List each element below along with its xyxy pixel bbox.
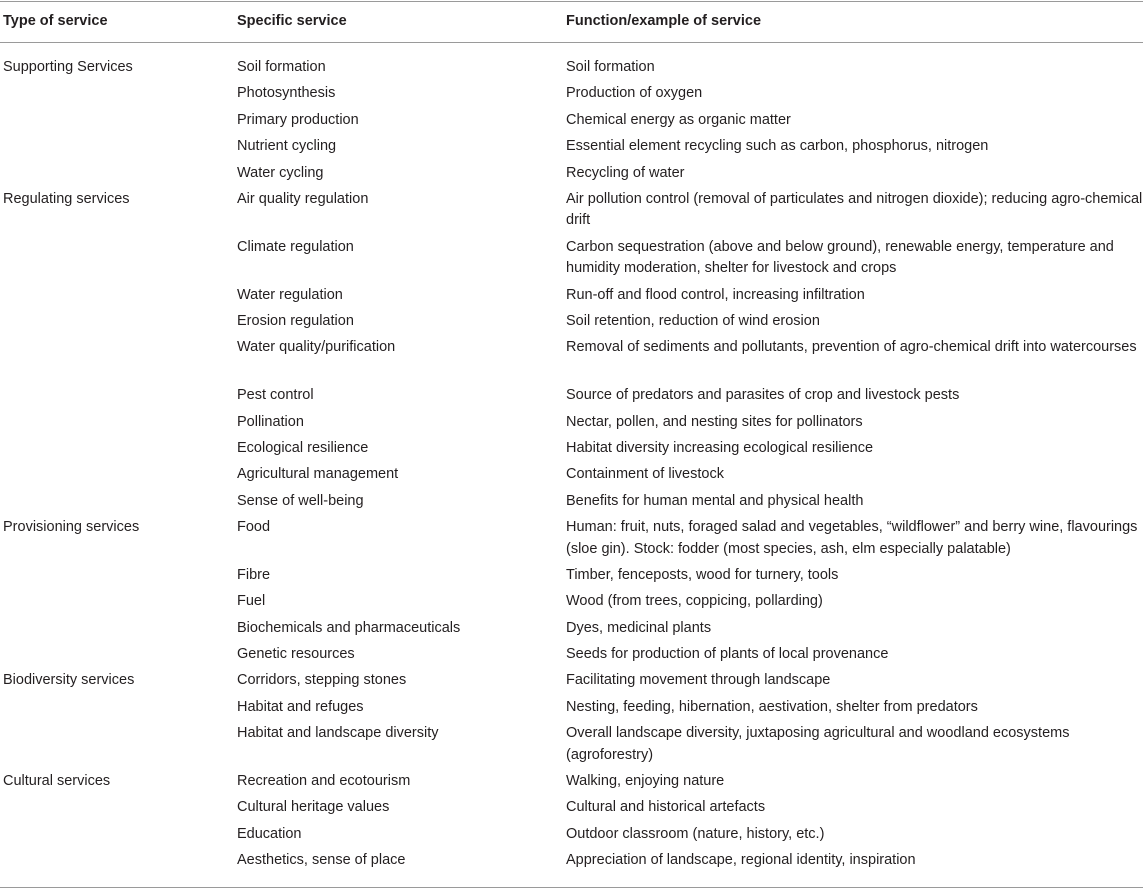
type-of-service-cell (0, 237, 237, 285)
specific-service-cell: Cultural heritage values (237, 799, 390, 816)
function-example-cell: Seeds for production of plants of local provenance (566, 646, 889, 663)
table-row (0, 163, 1143, 189)
type-of-service-cell (0, 491, 237, 517)
header-type-of-service: Type of service (3, 13, 108, 30)
type-of-service-cell (0, 311, 237, 337)
function-example-cell: Containment of livestock (566, 466, 724, 483)
type-of-service-cell (0, 723, 237, 771)
specific-service-cell: Fuel (237, 593, 266, 610)
table-row (0, 697, 1143, 723)
type-of-service-cell (0, 110, 237, 136)
table-row (0, 237, 1143, 285)
specific-service-cell: Air quality regulation (237, 190, 369, 207)
function-example-cell: Production of oxygen (566, 85, 703, 102)
table-row (0, 311, 1143, 337)
table-row (0, 517, 1143, 565)
header-specific-service: Specific service (237, 13, 347, 30)
table-row (0, 285, 1143, 311)
header-row (0, 2, 1143, 43)
specific-service-cell: Agricultural management (237, 466, 399, 483)
function-example-cell: Timber, fenceposts, wood for turnery, tools (566, 566, 839, 583)
type-of-service-cell: Regulating services (3, 190, 130, 207)
function-example-cell: Essential element recycling such as carbon, phosphorus, nitrogen (566, 138, 989, 155)
function-example-cell: Benefits for human mental and physical health (566, 492, 864, 509)
function-example-cell: Run-off and flood control, increasing infiltration (566, 286, 865, 303)
table-row (0, 565, 1143, 591)
type-of-service-cell (0, 464, 237, 490)
function-example-cell: Human: fruit, nuts, foraged salad and vegetables, “wildflower” and berry wine, flavourings (sloe gin). Stock: fodder (most species, ash, elm especially palatable) (566, 519, 1138, 557)
type-of-service-cell (0, 438, 237, 464)
type-of-service-cell (0, 412, 237, 438)
type-of-service-cell (0, 797, 237, 823)
function-example-cell: Recycling of water (566, 164, 685, 181)
type-of-service-cell (0, 337, 237, 385)
table-row (0, 850, 1143, 887)
function-example-cell: Facilitating movement through landscape (566, 672, 831, 689)
header-function-example: Function/example of service (566, 13, 762, 30)
type-of-service-cell (0, 163, 237, 189)
function-example-cell: Appreciation of landscape, regional identity, inspiration (566, 852, 916, 869)
table-row (0, 824, 1143, 850)
table-row (0, 618, 1143, 644)
table-row (0, 136, 1143, 162)
specific-service-cell: Sense of well-being (237, 492, 364, 509)
type-of-service-cell: Cultural services (3, 773, 111, 790)
ecosystem-services-table (0, 1, 1143, 888)
specific-service-cell: Water regulation (237, 286, 343, 303)
specific-service-cell: Biochemicals and pharmaceuticals (237, 619, 461, 636)
table-row (0, 412, 1143, 438)
type-of-service-cell (0, 591, 237, 617)
type-of-service-cell (0, 385, 237, 411)
specific-service-cell: Ecological resilience (237, 439, 369, 456)
type-of-service-cell (0, 136, 237, 162)
function-example-cell: Removal of sediments and pollutants, prevention of agro-chemical drift into watercourses (566, 339, 1137, 356)
specific-service-cell: Water cycling (237, 164, 324, 181)
specific-service-cell: Fibre (237, 566, 271, 583)
function-example-cell: Overall landscape diversity, juxtaposing agricultural and woodland ecosystems (agroforestry) (566, 725, 1070, 763)
specific-service-cell: Food (237, 519, 271, 536)
specific-service-cell: Education (237, 825, 302, 842)
specific-service-cell: Erosion regulation (237, 312, 354, 329)
table-row (0, 438, 1143, 464)
table-row (0, 83, 1143, 109)
function-example-cell: Nectar, pollen, and nesting sites for pollinators (566, 413, 863, 430)
table-row (0, 723, 1143, 771)
type-of-service-cell: Supporting Services (3, 59, 133, 75)
type-of-service-cell (0, 824, 237, 850)
table-body (0, 43, 1143, 888)
function-example-cell: Soil retention, reduction of wind erosion (566, 312, 820, 329)
table-row (0, 337, 1143, 385)
type-of-service-cell: Biodiversity services (3, 672, 135, 689)
function-example-cell: Carbon sequestration (above and below ground), renewable energy, temperature and humidity moderation, shelter for livestock and crops (566, 238, 1114, 277)
function-example-cell: Walking, enjoying nature (566, 773, 725, 790)
table-row (0, 670, 1143, 696)
specific-service-cell: Corridors, stepping stones (237, 672, 407, 689)
table-row (0, 644, 1143, 670)
table-row (0, 385, 1143, 411)
function-example-cell: Wood (from trees, coppicing, pollarding) (566, 593, 823, 610)
table-row (0, 189, 1143, 237)
table-row (0, 797, 1143, 823)
specific-service-cell: Habitat and landscape diversity (237, 725, 439, 742)
type-of-service-cell (0, 565, 237, 591)
type-of-service-cell (0, 618, 237, 644)
table-row (0, 464, 1143, 490)
specific-service-cell: Primary production (237, 111, 359, 128)
function-example-cell: Source of predators and parasites of crop and livestock pests (566, 387, 960, 404)
table-row (0, 43, 1143, 84)
specific-service-cell: Pollination (237, 413, 304, 430)
specific-service-cell: Genetic resources (237, 646, 355, 663)
specific-service-cell: Soil formation (237, 59, 326, 75)
table-row (0, 591, 1143, 617)
specific-service-cell: Photosynthesis (237, 85, 336, 102)
function-example-cell: Outdoor classroom (nature, history, etc.) (566, 825, 825, 842)
table-row (0, 771, 1143, 797)
function-example-cell: Air pollution control (removal of particulates and nitrogen dioxide); reducing agro-chemical drift (566, 190, 1143, 229)
table-row (0, 110, 1143, 136)
specific-service-cell: Aesthetics, sense of place (237, 852, 406, 869)
specific-service-cell: Nutrient cycling (237, 138, 337, 155)
specific-service-cell: Pest control (237, 387, 314, 404)
function-example-cell: Soil formation (566, 59, 655, 75)
specific-service-cell: Recreation and ecotourism (237, 773, 411, 790)
function-example-cell: Nesting, feeding, hibernation, aestivation, shelter from predators (566, 698, 978, 715)
function-example-cell: Cultural and historical artefacts (566, 799, 766, 816)
specific-service-cell: Water quality/purification (237, 339, 396, 356)
table-header (0, 2, 1143, 43)
type-of-service-cell: Provisioning services (3, 519, 140, 536)
type-of-service-cell (0, 644, 237, 670)
type-of-service-cell (0, 697, 237, 723)
type-of-service-cell (0, 83, 237, 109)
table-row (0, 491, 1143, 517)
function-example-cell: Dyes, medicinal plants (566, 619, 712, 636)
specific-service-cell: Habitat and refuges (237, 698, 364, 715)
type-of-service-cell (0, 285, 237, 311)
type-of-service-cell (0, 850, 237, 887)
function-example-cell: Chemical energy as organic matter (566, 111, 791, 128)
specific-service-cell: Climate regulation (237, 238, 354, 255)
function-example-cell: Habitat diversity increasing ecological resilience (566, 439, 874, 456)
